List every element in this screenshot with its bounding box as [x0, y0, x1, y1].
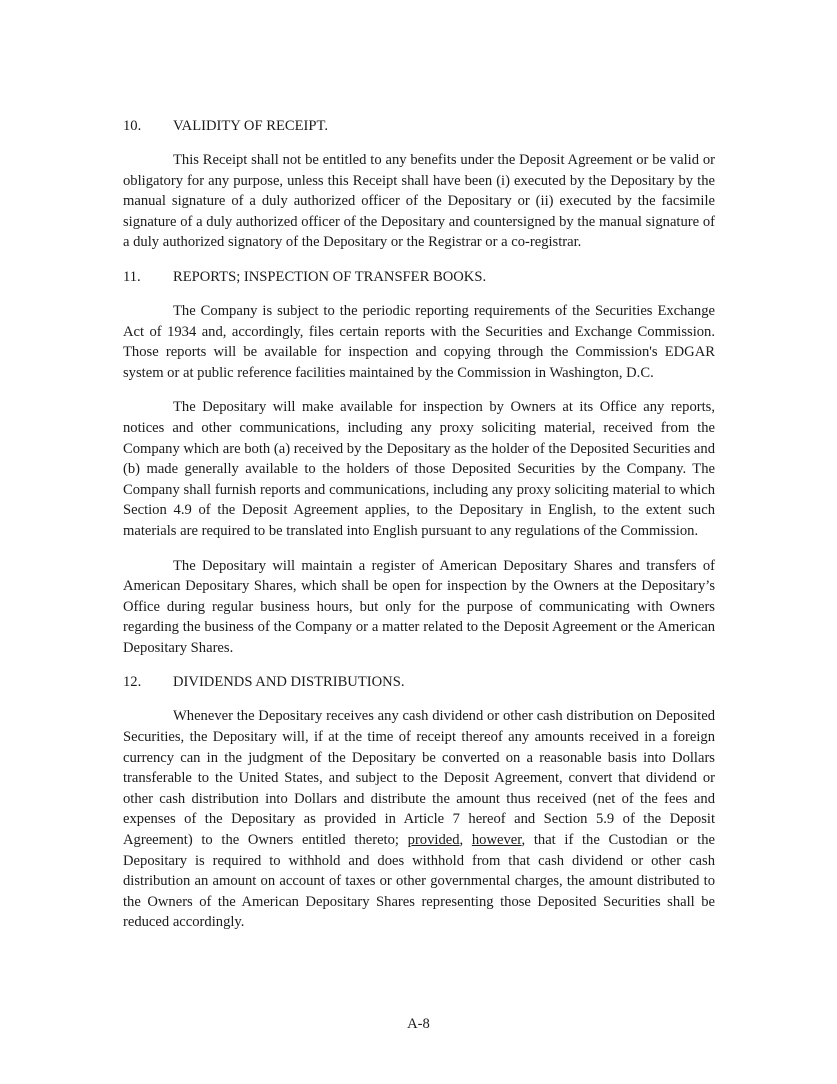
paragraph-text: Whenever the Depositary receives any cash dividend or other cash distribution on Deposited Securities, the Depositary will, if at the time of receipt thereof any amounts received in a foreign currency can in the judgment of the Depositary be converted on a reasonable basis into Dollars transferable to the United States, and subject to the Deposit Agreement, convert that dividend or other cash distribution into Dollars and distribute the amount thus received (net of the fees and expenses of the Depositary as provided in Article 7 hereof and Section 5.9 of the Deposit Agreement) to the Owners entitled thereto;	[123, 708, 715, 849]
section-title: DIVIDENDS AND DISTRIBUTIONS.	[173, 674, 405, 691]
section-11-paragraph-1: The Company is subject to the periodic reporting requirements of the Securities Exchange Act of 1934 and, accordingly, files certain reports with the Securities and Exchange Commission. Those reports will be available for inspection and copying through the Commission's EDGAR system or at public reference facilities maintained by the Commission in Washington, D.C.	[123, 302, 715, 381]
document-page	[123, 116, 715, 947]
underlined-term-provided: provided	[407, 832, 460, 849]
section-heading-11	[123, 267, 715, 287]
section-number: 10.	[123, 118, 142, 134]
section-heading-12	[123, 672, 715, 692]
section-12-paragraph-1	[123, 706, 715, 933]
section-title: REPORTS; INSPECTION OF TRANSFER BOOKS.	[173, 268, 487, 285]
underlined-term-however: however	[471, 832, 522, 849]
paragraph-text: , that if the Custodian or the Depositary is required to withhold and does withhold from that cash dividend or other cash distribution an amount on account of taxes or other governmental charges, the amount distributed to the Owners of the American Depositary Shares representing those Deposited Securities shall be reduced accordingly.	[123, 832, 716, 931]
paragraph-separator: ,	[459, 832, 472, 849]
section-11-paragraph-3: The Depositary will maintain a register of American Depositary Shares and transfers of American Depositary Shares, which shall be open for inspection by the Owners at the Depositary’s Office during regular business hours, but only for the purpose of communicating with Owners regarding the business of the Company or a matter related to the Deposit Agreement or the American Depositary Shares.	[123, 557, 715, 656]
section-11-paragraph-2: The Depositary will make available for inspection by Owners at its Office any reports, notices and other communications, including any proxy soliciting material, received from the Company which are both (a) received by the Depositary as the holder of the Deposited Securities and (b) made generally available to the holders of those Deposited Securities by the Company. The Company shall furnish reports and communications, including any proxy soliciting material to which Section 4.9 of the Deposit Agreement applies, to the Depositary in English, to the extent such materials are required to be translated into English pursuant to any regulations of the Commission.	[123, 399, 715, 539]
section-title: VALIDITY OF RECEIPT.	[173, 118, 328, 134]
section-heading-10	[123, 116, 715, 136]
section-10-paragraph-1: This Receipt shall not be entitled to any benefits under the Deposit Agreement or be valid or obligatory for any purpose, unless this Receipt shall have been (i) executed by the Depositary by the manual signature of a duly authorized officer of the Depositary or (ii) executed by the facsimile signature of a duly authorized officer of the Depositary and countersigned by the manual signature of a duly authorized signatory of the Depositary or the Registrar or a co-registrar.	[123, 152, 715, 251]
section-number: 11.	[123, 268, 141, 285]
page-number: A-8	[407, 1016, 430, 1032]
section-number: 12.	[123, 674, 142, 691]
